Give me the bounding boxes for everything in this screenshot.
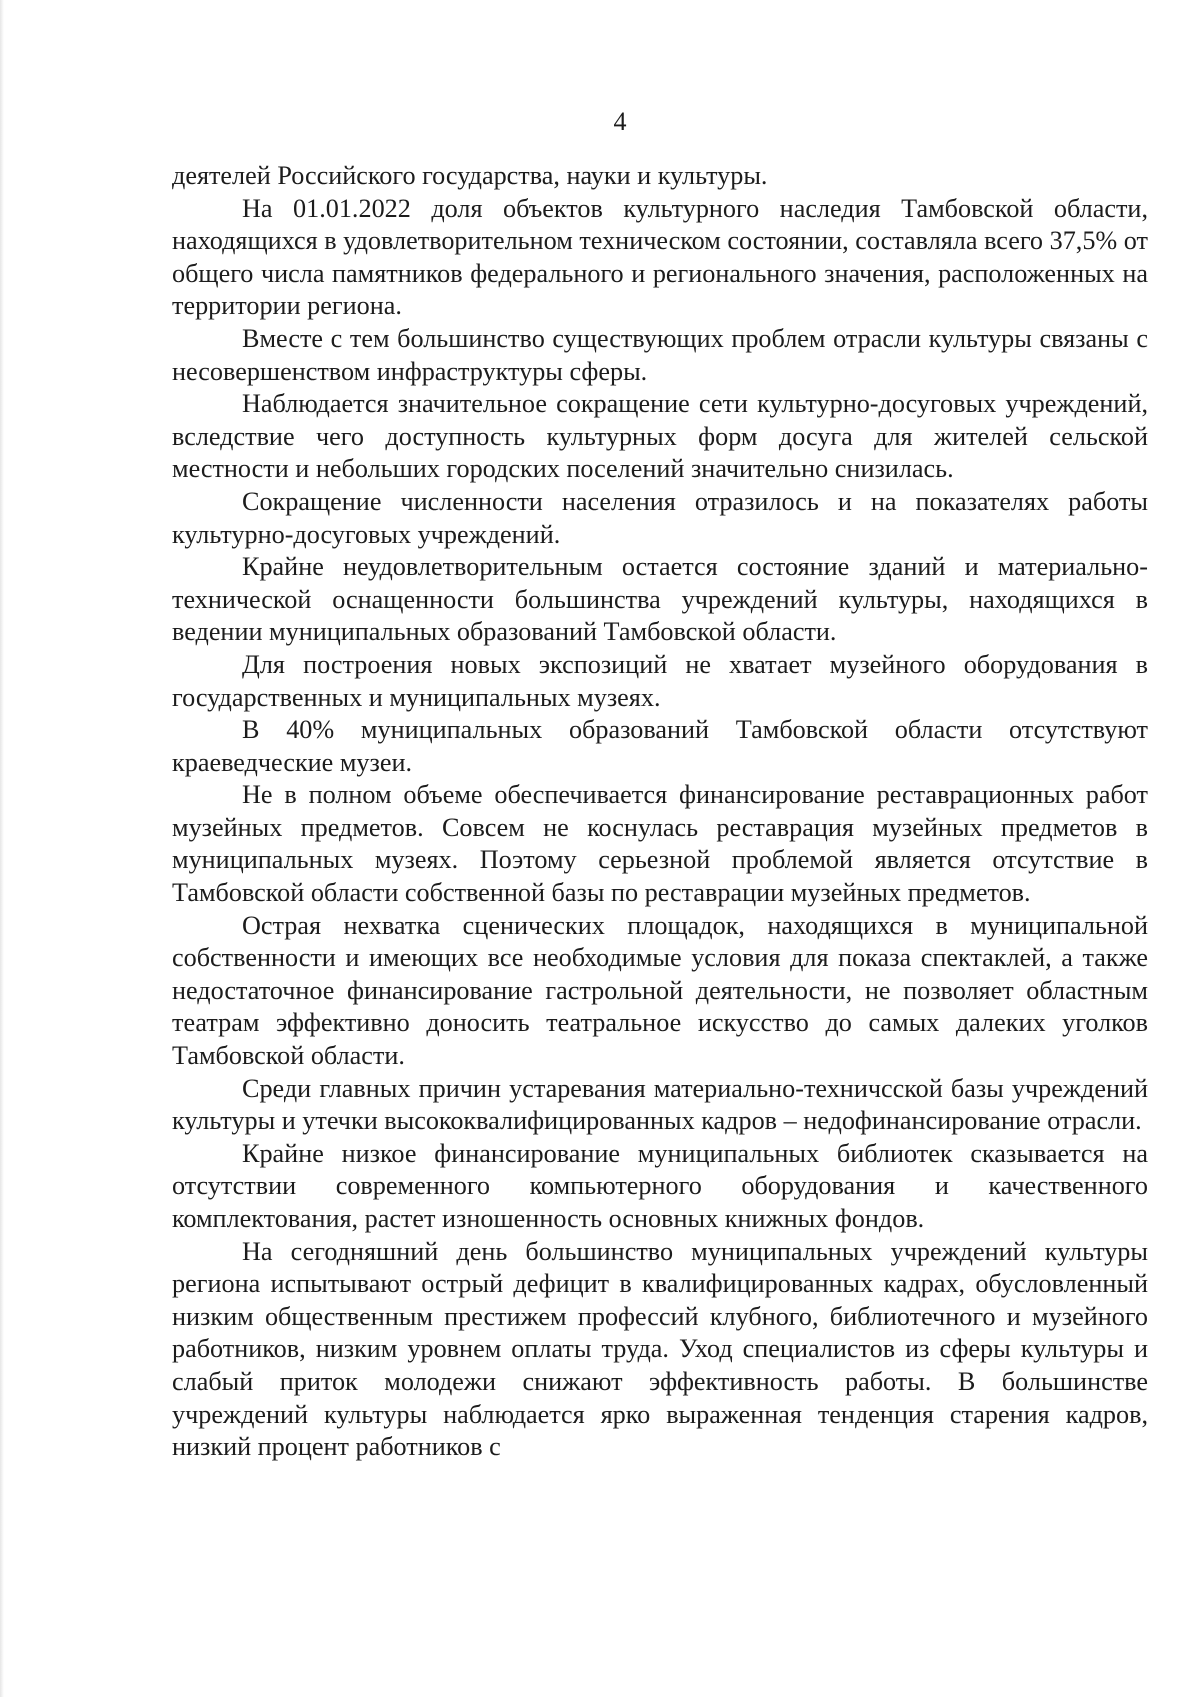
paragraph: На сегодняшний день большинство муниципальных учреждений культуры региона испытывают острый дефицит в квалифицированных кадрах, обусловленный низким общественным престижем профессий клубного, библиотечного и музейного работников, низким уровнем оплаты труда. Уход специалистов из сферы культуры и слабый приток молодежи снижают эффективность работы. В большинстве учреждений культуры наблюдается ярко выраженная тенденция старения кадров, низкий процент работников с: [172, 1236, 1148, 1462]
paragraph: В 40% муниципальных образований Тамбовской области отсутствуют краеведческие музеи.: [172, 715, 1148, 777]
paragraph: Сокращение численности населения отразилось и на показателях работы культурно-досуговых учреждений.: [172, 486, 1148, 549]
document-body: [172, 160, 1148, 1464]
paragraph: Наблюдается значительное сокращение сети культурно-досуговых учреждений, вследствие чего доступность культурных форм досуга для жителей сельской местности и небольших городских поселений значительно снизилась.: [172, 389, 1148, 484]
page-number: 4: [613, 107, 627, 136]
paragraph: Острая нехватка сценических площадок, находящихся в муниципальной собственности и имеющих все необходимые условия для показа спектаклей, а также недостаточное финансирование гастрольной деятельности, не позволяет областным театрам эффективно доносить театральное искусство до самых далеких уголков Тамбовской области.: [172, 910, 1148, 1071]
paragraph: На 01.01.2022 доля объектов культурного наследия Тамбовской области, находящихся в удовлетворительном техническом состоянии, составляла всего 37,5% от общего числа памятников федерального и регионального значения, расположенных на территории региона.: [172, 193, 1148, 321]
scan-edge-shadow: [0, 0, 4, 1697]
paragraph-continuation: деятелей Российского государства, науки и культуры.: [172, 161, 768, 190]
paragraph: Крайне неудовлетворительным остается состояние зданий и материально-технической оснащенности большинства учреждений культуры, находящихся в ведении муниципальных образований Тамбовской области.: [172, 552, 1148, 647]
paragraph: Крайне низкое финансирование муниципальных библиотек сказывается на отсутствии современного компьютерного оборудования и качественного комплектования, растет изношенность основных книжных фондов.: [172, 1138, 1148, 1233]
paragraph: Не в полном объеме обеспечивается финансирование реставрационных работ музейных предметов. Совсем не коснулась реставрация музейных предметов в муниципальных музеях. Поэтому серьезной проблемой является отсутствие в Тамбовской области собственной базы по реставрации музейных предметов.: [172, 780, 1148, 908]
paragraph: Для построения новых экспозиций не хватает музейного оборудования в государственных и муниципальных музеях.: [172, 649, 1148, 712]
paragraph: Вместе с тем большинство существующих проблем отрасли культуры связаны с несовершенством инфраструктуры сферы.: [172, 323, 1148, 386]
paragraph: Среди главных причин устаревания материально-техничсской базы учреждений культуры и утечки высококвалифицированных кадров – недофинансирование отрасли.: [172, 1073, 1148, 1136]
